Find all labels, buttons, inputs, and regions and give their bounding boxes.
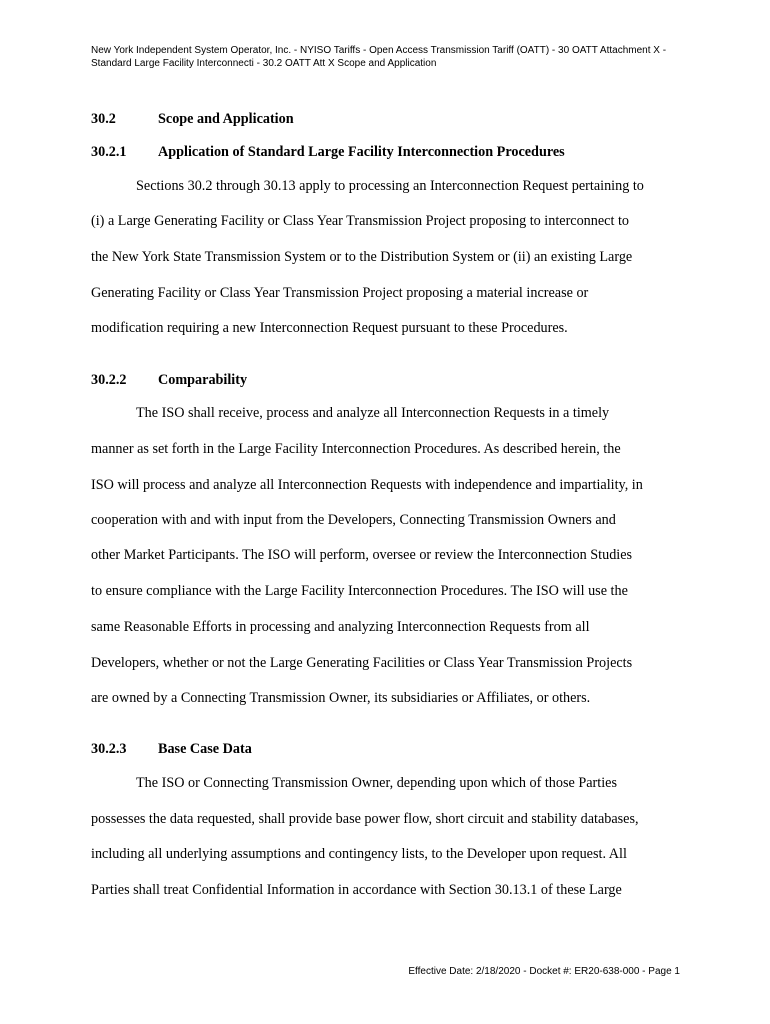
header-line-2: Standard Large Facility Interconnecti - 30.2 OATT Att X Scope and Application [91, 58, 437, 69]
section-number: 30.2.3 [91, 741, 127, 757]
section-title: Application of Standard Large Facility Interconnection Procedures [158, 144, 565, 160]
section-heading-30-2-1 [91, 143, 565, 161]
text-line: Parties shall treat Confidential Information in accordance with Section 30.13.1 of these Large [91, 882, 622, 898]
section-title: Scope and Application [158, 111, 294, 127]
section-heading-30-2-3 [91, 740, 252, 758]
page-header [91, 44, 691, 70]
text-line: ISO will process and analyze all Interconnection Requests with independence and impartiality, in [91, 477, 643, 493]
header-line-1: New York Independent System Operator, Inc. - NYISO Tariffs - Open Access Transmission Tariff (OATT) - 30 OATT Attachment X - [91, 45, 667, 56]
text-line: the New York State Transmission System or to the Distribution System or (ii) an existing Large [91, 249, 633, 265]
text-line: are owned by a Connecting Transmission Owner, its subsidiaries or Affiliates, or others. [91, 690, 591, 706]
text-line: Sections 30.2 through 30.13 apply to processing an Interconnection Request pertaining to [136, 178, 644, 194]
section-number: 30.2 [91, 111, 116, 127]
text-line: cooperation with and with input from the Developers, Connecting Transmission Owners and [91, 512, 616, 528]
text-line: possesses the data requested, shall provide base power flow, short circuit and stability databases, [91, 811, 639, 827]
text-line: (i) a Large Generating Facility or Class Year Transmission Project proposing to interconnect to [91, 213, 629, 229]
text-line: The ISO or Connecting Transmission Owner, depending upon which of those Parties [136, 775, 617, 791]
text-line: Developers, whether or not the Large Generating Facilities or Class Year Transmission Projects [91, 655, 633, 671]
text-line: to ensure compliance with the Large Facility Interconnection Procedures. The ISO will use the [91, 583, 628, 599]
section-heading-30-2-2 [91, 371, 247, 389]
section-number: 30.2.2 [91, 372, 127, 388]
text-line: manner as set forth in the Large Facility Interconnection Procedures. As described herein, the [91, 441, 621, 457]
section-heading-30-2 [91, 110, 294, 128]
text-line: other Market Participants. The ISO will perform, oversee or review the Interconnection Studies [91, 547, 633, 563]
text-line: The ISO shall receive, process and analyze all Interconnection Requests in a timely [136, 405, 610, 421]
text-line: Generating Facility or Class Year Transmission Project proposing a material increase or [91, 285, 589, 301]
text-line: same Reasonable Efforts in processing and analyzing Interconnection Requests from all [91, 619, 590, 635]
page-footer: Effective Date: 2/18/2020 - Docket #: ER20-638-000 - Page 1 [408, 966, 680, 977]
text-line: including all underlying assumptions and contingency lists, to the Developer upon request. All [91, 846, 627, 862]
section-title: Base Case Data [158, 741, 252, 757]
section-number: 30.2.1 [91, 144, 127, 160]
section-title: Comparability [158, 372, 248, 388]
text-line: modification requiring a new Interconnection Request pursuant to these Procedures. [91, 320, 568, 336]
